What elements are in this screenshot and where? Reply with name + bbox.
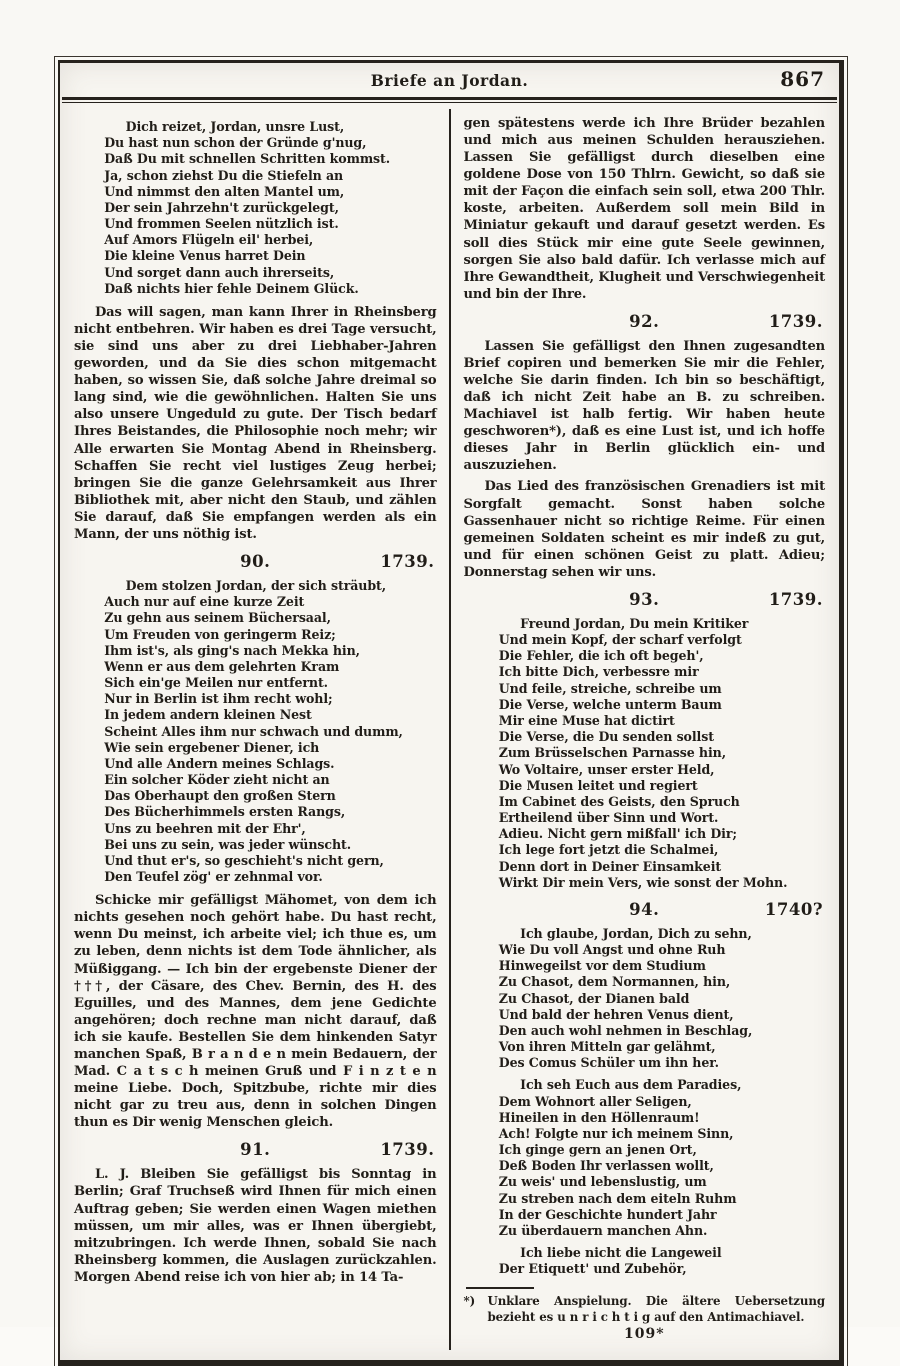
verse-line: Des Bücherhimmels ersten Rangs, (104, 804, 346, 820)
verse-line: Ertheilend über Sinn und Wort. (498, 810, 719, 826)
poem-letter-93 (499, 616, 825, 891)
verse-line: Hineilen in den Höllenraum! (498, 1109, 700, 1125)
letter-year: 1739. (768, 311, 823, 331)
verse-line: Mir eine Muse hat dictirt (498, 712, 675, 728)
letter-heading-91 (74, 1140, 437, 1159)
verse-line: Sich ein'ge Meilen nur entfernt. (104, 675, 328, 691)
letter-heading-94 (464, 900, 826, 919)
verse-line: Des Comus Schüler um ihn her. (498, 1055, 719, 1071)
verse-line: Denn dort in Deiner Einsamkeit (498, 858, 722, 874)
poem-94-stanza-2 (499, 1077, 825, 1239)
verse-line: Dich reizet, Jordan, unsre Lust, (125, 119, 345, 134)
verse-line: Dem stolzen Jordan, der sich sträubt, (125, 577, 387, 593)
verse-line: Auch nur auf eine kurze Zeit (104, 594, 305, 610)
verse-line: Und frommen Seelen nützlich ist. (104, 216, 339, 232)
verse-line: Wie Du voll Angst und ohne Ruh (498, 942, 726, 958)
verse-line: Uns zu beehren mit der Ehr', (104, 820, 306, 836)
paragraph-letter-91: L. J. Bleiben Sie gefälligst bis Sonntag in Berlin; Graf Truchseß wird Ihnen für mich einen Auftrag geben; Sie werden einen Wagen miethen müssen, um mir alles, was er Ihnen übergiebt, mitzubringen. Ich werde Ihnen, sobald Sie nach Rheinsberg kommen, die Auslagen zurückzahlen. Morgen Abend reise ich von hier ab; in 14 Ta- (74, 1167, 437, 1285)
signature-mark: 109* (623, 1326, 665, 1343)
paragraph-letter-92-2: Das Lied des französischen Grenadiers ist mit Sorgfalt gemacht. Sonst haben solche Gassenhauer nicht so richtige Reime. Für einen gemeinen Soldaten scheint es mir indeß zu gut, und für einen schönen Geist zu platt. Adieu; Donnerstag sehen wir uns. (463, 479, 825, 580)
letter-year: 1739. (768, 589, 823, 609)
paragraph-letter-92-1: Lassen Sie gefälligst den Ihnen zugesandten Brief copiren und bemerken Sie mir die Fehler, welche Sie darin finden. Ich bin so beschäftigt, daß ich nicht Zeit habe an B. zu schreiben. Machiavel ist halb fertig. Wir haben heute geschworen*), daß es eine Lust ist, und ich hoffe dieses Jahr in Berlin glücklich ein- und auszuziehen. (463, 338, 825, 474)
letter-number: 92. (629, 311, 660, 331)
letter-number: 94. (629, 899, 660, 919)
verse-line: Ein solcher Köder zieht nicht an (104, 772, 330, 788)
poem-letter-94 (464, 926, 826, 1278)
running-title: Briefe an Jordan. (370, 71, 529, 90)
verse-line: Von ihren Mitteln gar gelähmt, (498, 1039, 716, 1055)
verse-line: In der Geschichte hundert Jahr (498, 1206, 717, 1222)
verse-line: Und feile, streiche, schreibe um (498, 680, 722, 696)
verse-line: Adieu. Nicht gern mißfall' ich Dir; (498, 826, 737, 842)
poem-94-stanza-3 (499, 1245, 825, 1277)
verse-line: Die Fehler, die ich oft begeh', (498, 648, 704, 664)
verse-line: Zu Chasot, dem Normannen, hin, (498, 974, 731, 990)
letter-number: 93. (629, 589, 660, 609)
paragraph-letter-90: Schicke mir gefälligst Mähomet, von dem ich nichts gesehen noch gehört habe. Du hast recht, wenn Du meinst, ich arbeite viel; ich thue es, um zu leben, denn nichts ist dem Tode ähnlicher, als Müßiggang. — Ich bin der ergebenste Diener der †††, der Cäsare, des Chev. Bernin, des H. des Eguilles, und des Mannes, dem jene Gedichte angehören; doch rechne man nicht darauf, daß ich sie kaufe. Bestellen Sie dem hinkenden Satyr manchen Spaß, B r a n d e n mein Bedauern, der Mad. C a t s c h meinen Gruß und F i n z t e n meine Liebe. Doch, Spitzbube, richte mir dies nicht gar zu treu aus, denn in solchen Dingen thun es Dir wenig Menschen gleich. (74, 893, 437, 1131)
letter-year: 1740? (764, 899, 823, 919)
verse-line: Deß Boden Ihr verlassen wollt, (498, 1158, 714, 1174)
verse-line: Im Cabinet des Geists, den Spruch (498, 793, 740, 809)
footnote-text: Unklare Anspielung. Die ältere Uebersetzung bezieht es u n r i c h t i g auf den Antimachiavel. (487, 1294, 825, 1324)
verse-line: Die kleine Venus harret Dein (104, 248, 306, 264)
left-column (60, 109, 449, 1350)
verse-line: Nur in Berlin ist ihm recht wohl; (104, 691, 333, 707)
verse-line: Der sein Jahrzehn't zurückgelegt, (104, 199, 339, 215)
footnote (464, 1294, 826, 1325)
verse-line: Und sorget dann auch ihrerseits, (104, 264, 335, 280)
verse-line: Ich ginge gern an jenen Ort, (498, 1142, 697, 1158)
verse-line: Ich liebe nicht die Langeweil (520, 1245, 722, 1261)
verse-line: Wirkt Dir mein Vers, wie sonst der Mohn. (498, 874, 788, 890)
verse-line: Ich seh Euch aus dem Paradies, (520, 1077, 742, 1093)
verse-line: Die Verse, welche unterm Baum (498, 696, 722, 712)
verse-line: Das Oberhaupt den großen Stern (104, 788, 336, 804)
verse-line: Wenn er aus dem gelehrten Kram (104, 658, 340, 674)
letter-year: 1739. (380, 551, 435, 571)
letter-heading-93 (464, 590, 826, 609)
verse-line: Die Musen leitet und regiert (498, 777, 698, 793)
verse-line: Zu streben nach dem eiteln Ruhm (498, 1190, 737, 1206)
verse-line: Ich bitte Dich, verbessre mir (498, 664, 699, 680)
verse-line: Bei uns zu sein, was jeder wünscht. (104, 836, 352, 852)
verse-line: Auf Amors Flügeln eil' herbei, (104, 232, 314, 248)
right-column (451, 109, 840, 1350)
verse-line: Den auch wohl nehmen in Beschlag, (498, 1022, 753, 1038)
verse-line: Den Teufel zög' er zehnmal vor. (104, 869, 323, 885)
verse-line: Zu gehn aus seinem Büchersaal, (104, 610, 331, 626)
footnote-separator-rule (466, 1287, 534, 1289)
verse-line: Du hast nun schon der Gründe g'nug, (104, 135, 367, 151)
verse-line: Dem Wohnort aller Seligen, (498, 1093, 692, 1109)
verse-line: Ich glaube, Jordan, Dich zu sehn, (520, 925, 752, 941)
verse-line: Daß nichts hier fehle Deinem Glück. (104, 280, 359, 296)
poem-letter-90 (104, 578, 436, 885)
paragraph-rheinsberg: Das will sagen, man kann Ihrer in Rheinsberg nicht entbehren. Wir haben es drei Tage versucht, sie sind uns aber zu drei Liebhaber-Jahren geworden, und da Sie dies schon mitgemacht haben, so wissen Sie, daß solche Jahre dreimal so lang sind, wie die gewöhnlichen. Halten Sie uns also unsere Ungeduld zu gute. Der Tisch bedarf Ihres Beistandes, die Philosophie noch mehr; wir Alle erwarten Sie Montag Abend in Rheinsberg. Schaffen Sie recht viel lustiges Zeug herbei; bringen Sie die ganze Gelehrsamkeit aus Ihrer Bibliothek mit, aber nicht den Staub, und zählen Sie darauf, daß Sie empfangen werden als ein Mann, der uns nöthig ist. (74, 304, 437, 542)
letter-year: 1739. (380, 1140, 435, 1160)
footnote-marker: *) (463, 1294, 476, 1309)
verse-line: Ihm ist's, als ging's nach Mekka hin, (104, 642, 360, 658)
two-column-text-block (60, 103, 839, 1360)
poem-94-stanza-1 (499, 926, 825, 1072)
verse-line: Zu Chasot, der Dianen bald (498, 990, 690, 1006)
paragraph-continuation: gen spätestens werde ich Ihre Brüder bezahlen und mich aus meinen Schulden herausziehen. Lassen Sie gefälligst durch dieselben eine goldene Dose von 150 Thlrn. Gewicht, so daß sie mit der Façon die einfach sein soll, etwa 200 Thlr. koste, arbeiten. Außerdem soll mein Bild in Miniatur gekauft und darauf gesetzt werden. Es soll dies Stück mir eine gute Seele gewinnen, sorgen Sie also bald dafür. Ich verlasse mich auf Ihre Gewandtheit, Klugheit und Verschwiegenheit und bin der Ihre. (463, 116, 825, 302)
verse-line: Zum Brüsselschen Parnasse hin, (498, 745, 727, 761)
page-header (60, 63, 839, 97)
verse-line: Der Etiquett' und Zubehör, (498, 1261, 687, 1277)
verse-line: Wo Voltaire, unser erster Held, (498, 761, 715, 777)
letter-number: 91. (240, 1140, 271, 1160)
letter-heading-90 (74, 552, 437, 571)
verse-line: Scheint Alles ihm nur schwach und dumm, (104, 723, 403, 739)
verse-line: Ich lege fort jetzt die Schalmei, (498, 842, 719, 858)
verse-line: Und mein Kopf, der scharf verfolgt (498, 632, 742, 648)
verse-line: Um Freuden von geringerm Reiz; (104, 626, 336, 642)
verse-line: In jedem andern kleinen Nest (104, 707, 312, 723)
verse-line: Freund Jordan, Du mein Kritiker (520, 615, 749, 631)
verse-line: Und thut er's, so geschieht's nicht gern, (104, 852, 384, 868)
verse-line: Und alle Andern meines Schlags. (104, 755, 335, 771)
verse-line: Die Verse, die Du senden sollst (498, 729, 714, 745)
page-number: 867 (780, 67, 825, 91)
verse-line: Daß Du mit schnellen Schritten kommst. (104, 151, 391, 167)
verse-line: Und bald der hehren Venus dient, (498, 1006, 734, 1022)
verse-line: Ja, schon ziehst Du die Stiefeln an (104, 167, 344, 183)
verse-line: Hinwegeilst vor dem Studium (498, 958, 706, 974)
letter-heading-92 (464, 312, 826, 331)
verse-line: Ach! Folgte nur ich meinem Sinn, (498, 1125, 734, 1141)
verse-line: Zu weis' und lebenslustig, um (498, 1174, 707, 1190)
page-border-frame (58, 60, 844, 1366)
verse-line: Zu überdauern manchen Ahn. (498, 1222, 708, 1238)
opening-poem (104, 119, 436, 297)
letter-number: 90. (240, 551, 271, 571)
verse-line: Wie sein ergebener Diener, ich (104, 739, 320, 755)
verse-line: Und nimmst den alten Mantel um, (104, 183, 345, 199)
